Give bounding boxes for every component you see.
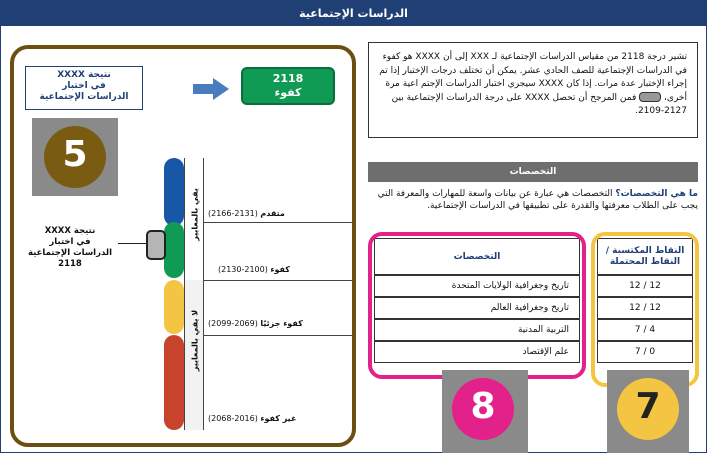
scale-divider-2 <box>204 280 352 281</box>
badge-number-5: 5 <box>44 126 106 188</box>
score-pointer-line <box>118 243 146 244</box>
level-range: (2131-2166) <box>208 209 258 218</box>
scale-level-proficient <box>218 265 290 274</box>
result-label-box <box>25 66 143 110</box>
scale-bar-partial <box>164 280 184 334</box>
level-range: (2016-2068) <box>208 414 258 423</box>
badge-number-8: 8 <box>452 378 514 440</box>
result-line-2: في اختبار <box>62 81 106 91</box>
score-value: 2118 <box>272 72 304 85</box>
scale-level-not-proficient <box>208 414 296 423</box>
scale-bar-proficient <box>164 222 184 278</box>
badge-number-7: 7 <box>617 378 679 440</box>
specialties-desc-text: التخصصات هي عبارة عن بيانات واسعة للمهارات والمعرفة التي يجب على الطلاب معرفتها والقدرة على تطبيقها في الدراسات الإجتماعية. <box>377 189 698 211</box>
score-badge <box>241 67 335 105</box>
scale-divider-1 <box>204 222 352 223</box>
score-pointer-marker <box>146 230 166 260</box>
level-name: كفوء جزئيًا <box>260 319 303 328</box>
explanation-text-2: فمن المرجح أن تحصل XXXX على درجة الدراسات الإجتماعية بين 2127-2109. <box>391 92 687 116</box>
student-score-label: نتيجة XXXX في اختبار الدراسات الإجتماعية 2118 <box>27 226 113 269</box>
table-row-specialty: التربية المدنية <box>374 319 580 341</box>
specialties-question: ما هي التخصصات؟ <box>615 189 698 199</box>
scale-divider-3 <box>204 335 352 336</box>
points-highlight-frame <box>591 232 699 387</box>
level-name: غير كفوء <box>260 414 297 423</box>
table-row-points: 0 / 7 <box>597 341 693 363</box>
level-range: (2100-2130) <box>218 265 268 274</box>
score-explanation-box <box>368 42 698 138</box>
table-row-points: 12 / 12 <box>597 297 693 319</box>
level-name: متقدم <box>260 209 285 218</box>
specialties-highlight-frame <box>368 232 586 379</box>
table-row-points: 4 / 7 <box>597 319 693 341</box>
table-row-specialty: تاريخ وجغرافية الولايات المتحدة <box>374 275 580 297</box>
level-range: (2069-2099) <box>208 319 258 328</box>
table-header-specialties: التخصصات <box>374 238 580 275</box>
score-range-marker-icon <box>639 92 661 102</box>
not-meets-standards-label: لا يفي بالمعايير <box>190 309 200 372</box>
result-line-1: نتيجة XXXX <box>57 70 111 80</box>
scale-level-partial <box>208 319 303 328</box>
score-level: كفوء <box>274 86 302 99</box>
table-row-specialty: تاريخ وجغرافية العالم <box>374 297 580 319</box>
meets-standards-label: يفي بالمعايير <box>190 188 200 241</box>
table-header-points: النقاط المكتسبة / النقاط المحتملة <box>597 238 693 275</box>
specialties-description <box>368 188 698 212</box>
scale-level-advanced <box>208 209 285 218</box>
table-row-specialty: علم الإقتصاد <box>374 341 580 363</box>
table-row-points: 12 / 12 <box>597 275 693 297</box>
explanation-text-1: تشير درجة 2118 من مقياس الدراسات الإجتماعية لـ XXX إلى أن XXXX هو كفوء في الدراسات الإجتماعية للصف الحادي عشر. يمكن أن تختلف درجات الإختبار إذا تم إجراء الإختبار عدة مرات. إذا كان XXXX سيجري اختبار الدراسات الإجتم اعية مرة أخرى، <box>379 52 687 103</box>
specialties-header: التخصصات <box>368 162 698 182</box>
arrow-right-icon <box>193 78 229 100</box>
scale-bar-not-proficient <box>164 335 184 430</box>
meets-standards-column <box>184 158 204 280</box>
level-name: كفوء <box>270 265 290 274</box>
result-line-3: الدراسات الإجتماعية <box>39 92 129 102</box>
not-meets-standards-column <box>184 280 204 430</box>
scale-bar-advanced <box>164 158 184 226</box>
page-title: الدراسات الإجتماعية <box>1 1 706 26</box>
